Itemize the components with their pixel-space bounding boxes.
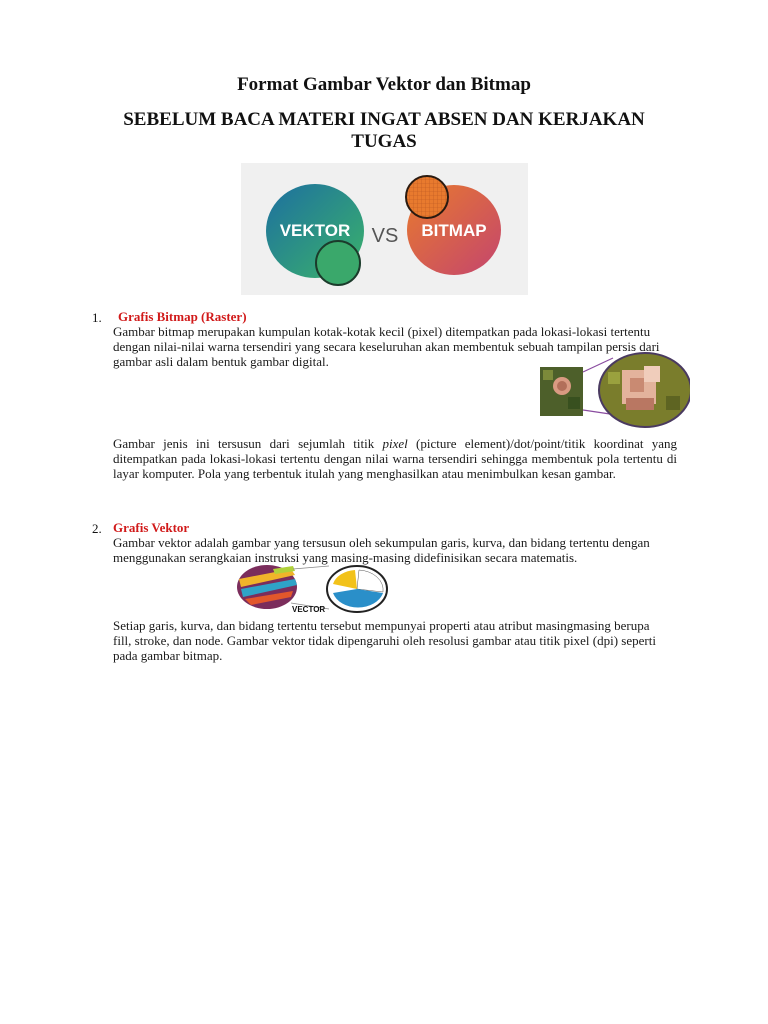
pixel-flower-image — [538, 352, 690, 428]
bitmap-paragraph-1: Gambar bitmap merupakan kumpulan kotak-kotak kecil (pixel) ditempatkan pada lokasi-lokasi tertentu dengan nilai-nilai warna tersendiri yang secara keseluruhan akan membentuk sebuah tampilan persis dari gambar asli dalam bentuk gambar digital. — [113, 324, 660, 369]
vektor-paragraph-1: Gambar vektor adalah gambar yang tersusun oleh sekumpulan garis, kurva, dan bidang tertentu dengan menggunakan serangkaian instruksi yang masing-masing didefinisikan secara matematis. — [113, 535, 650, 565]
vector-graphic-image — [233, 563, 393, 615]
vektor-vs-bitmap-image — [241, 163, 528, 295]
hero-right-label: BITMAP — [421, 221, 487, 240]
section-heading-bitmap: Grafis Bitmap (Raster) — [118, 309, 247, 324]
bitmap-paragraph-2: Gambar jenis ini tersusun dari sejumlah titik pixel (picture element)/dot/point/titik koordinat yang ditempatkan pada lokasi-lokasi tertentu dengan nilai warna tersendiri sehingga membentuk pola tertentu di layar komputer. Pola yang terbentuk itulah yang menghasilkan atau menimbulkan kesan gambar. — [113, 436, 677, 481]
section-heading-vektor: Grafis Vektor — [113, 520, 190, 535]
section-number: 1. — [92, 310, 102, 325]
hero-left-label: VEKTOR — [279, 221, 351, 240]
hero-middle-label: VS — [371, 225, 399, 247]
vector-image-label: VECTOR — [292, 605, 326, 614]
document-title: Format Gambar Vektor dan Bitmap — [237, 74, 531, 95]
document-subtitle: SEBELUM BACA MATERI INGAT ABSEN DAN KERJAKAN TUGAS — [123, 109, 645, 152]
section-number: 2. — [92, 521, 102, 536]
vektor-paragraph-2: Setiap garis, kurva, dan bidang tertentu tersebut mempunyai properti atau atribut masingmasing berupa fill, stroke, dan node. Gambar vektor tidak dipengaruhi oleh resolusi gambar atau titik pixel (dpi) seperti pada gambar bitmap. — [113, 618, 656, 663]
